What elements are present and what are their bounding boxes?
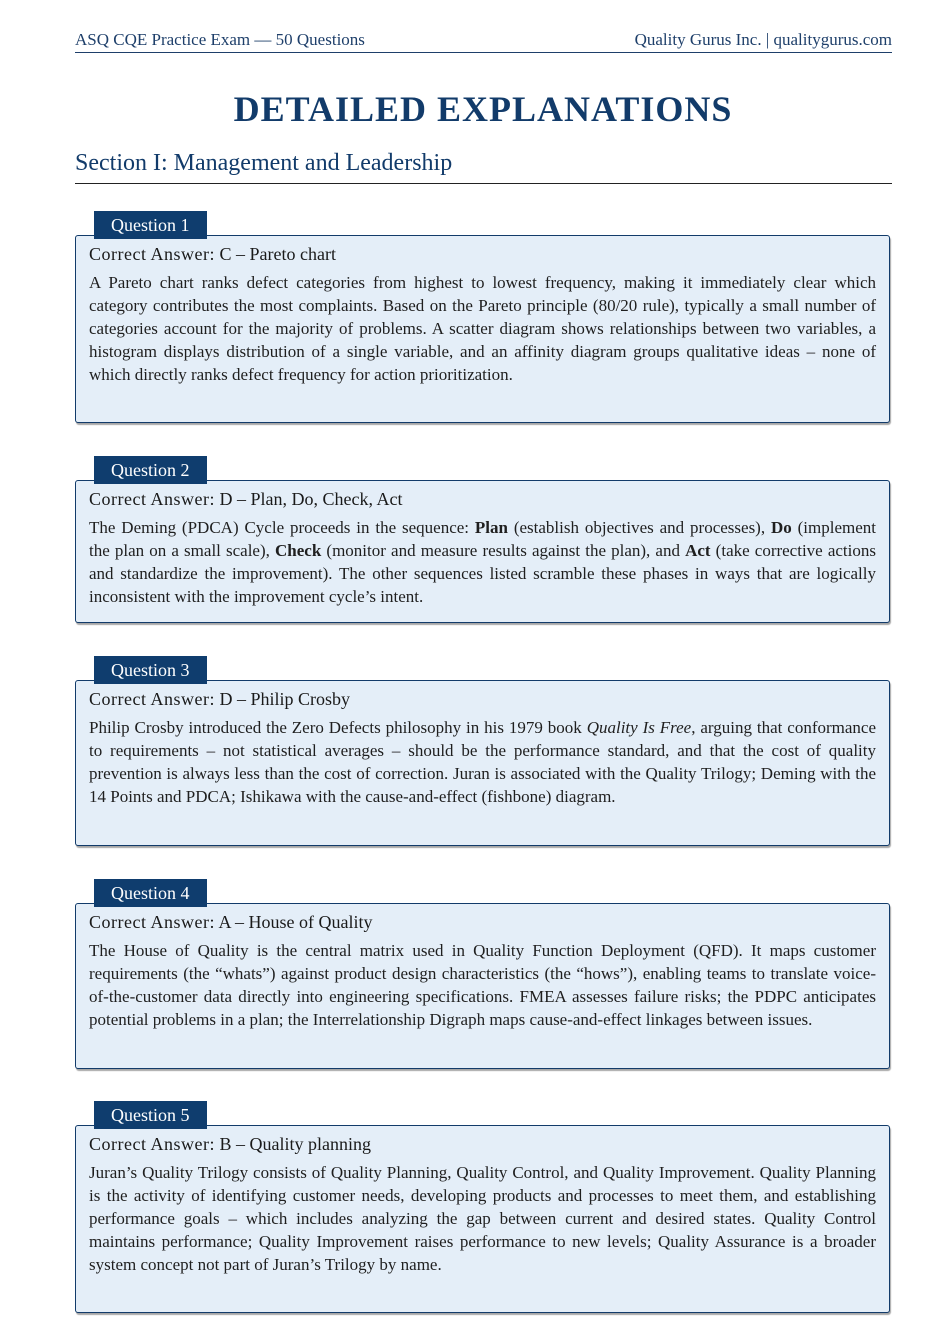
correct-answer: Correct Answer: C – Pareto chart	[89, 244, 336, 264]
answer-letter: D	[219, 689, 233, 709]
answer-text: Philip Crosby	[250, 689, 350, 709]
correct-answer: Correct Answer: D – Philip Crosby	[89, 689, 350, 709]
question-label: Question 3	[94, 656, 207, 684]
correct-answer: Correct Answer: A – House of Quality	[89, 912, 373, 932]
correct-answer: Correct Answer: B – Quality planning	[89, 1134, 371, 1154]
answer-prefix: Correct Answer:	[89, 912, 215, 932]
answer-prefix: Correct Answer:	[89, 689, 215, 709]
answer-letter: B	[219, 1134, 232, 1154]
section-heading: Section I: Management and Leadership	[75, 150, 892, 184]
answer-prefix: Correct Answer:	[89, 1134, 215, 1154]
explanation-text: Juran’s Quality Trilogy consists of Quality Planning, Quality Control, and Quality Improvement. Quality Planning is the activity of identifying customer needs, developing products and processes to meet them, and establishing performance goals – which includes analyzing the gap between current and desired states. Quality Control maintains performance; Quality Improvement raises performance to new levels; Quality Assurance is a broader system concept not part of Juran’s Trilogy by name.	[89, 1163, 876, 1274]
answer-letter: D	[219, 489, 233, 509]
answer-letter: C	[219, 244, 232, 264]
explanation-text: The Deming (PDCA) Cycle proceeds in the sequence: Plan (establish objectives and processes), Do (implement the plan on a small scale), Check (monitor and measure results against the plan), and Act (take corrective actions and standardize the improvement). The other sequences listed scramble these phases in ways that are logically inconsistent with the improvement cycle’s intent.	[89, 518, 876, 606]
answer-text: Plan, Do, Check, Act	[250, 489, 403, 509]
question-label: Question 2	[94, 456, 207, 484]
question-label: Question 1	[94, 211, 207, 239]
page-header	[75, 30, 892, 53]
explanation-text: The House of Quality is the central matrix used in Quality Function Deployment (QFD). It maps customer requirements (the “whats”) against product design characteristics (the “hows”), enabling teams to translate voice-of-the-customer data directly into engineering specifications. FMEA assesses failure risks; the PDPC anticipates potential problems in a plan; the Interrelationship Digraph maps cause-and-effect linkages between issues.	[89, 941, 876, 1029]
question-label: Question 4	[94, 879, 207, 907]
answer-text: Pareto chart	[249, 244, 336, 264]
answer-letter: A	[218, 912, 231, 932]
explanation-box	[75, 903, 890, 1069]
answer-prefix: Correct Answer:	[89, 244, 215, 264]
page-title: DETAILED EXPLANATIONS	[233, 89, 733, 129]
explanation-text: A Pareto chart ranks defect categories from highest to lowest frequency, making it immediately clear which category contributes the most complaints. Based on the Pareto principle (80/20 rule), typically a small number of categories account for the majority of problems. A scatter diagram shows relationships between two variables, a histogram displays distribution of a single variable, and an affinity diagram groups qualitative ideas – none of which directly ranks defect frequency for action prioritization.	[89, 273, 876, 384]
explanation-text: Philip Crosby introduced the Zero Defects philosophy in his 1979 book Quality Is Free, arguing that conformance to requirements – not statistical averages – should be the performance standard, and that the cost of quality prevention is always less than the cost of correction. Juran is associated with the Quality Trilogy; Deming with the 14 Points and PDCA; Ishikawa with the cause-and-effect (fishbone) diagram.	[89, 718, 876, 806]
correct-answer: Correct Answer: D – Plan, Do, Check, Act	[89, 489, 403, 509]
explanation-box	[75, 1125, 890, 1313]
answer-text: Quality planning	[249, 1134, 371, 1154]
exam-title: ASQ CQE Practice Exam — 50 Questions	[75, 30, 365, 49]
explanation-box	[75, 235, 890, 423]
explanation-box	[75, 480, 890, 623]
explanation-box	[75, 680, 890, 846]
publisher: Quality Gurus Inc. | qualitygurus.com	[634, 30, 892, 49]
answer-text: House of Quality	[248, 912, 373, 932]
answer-prefix: Correct Answer:	[89, 489, 215, 509]
question-label: Question 5	[94, 1101, 207, 1129]
